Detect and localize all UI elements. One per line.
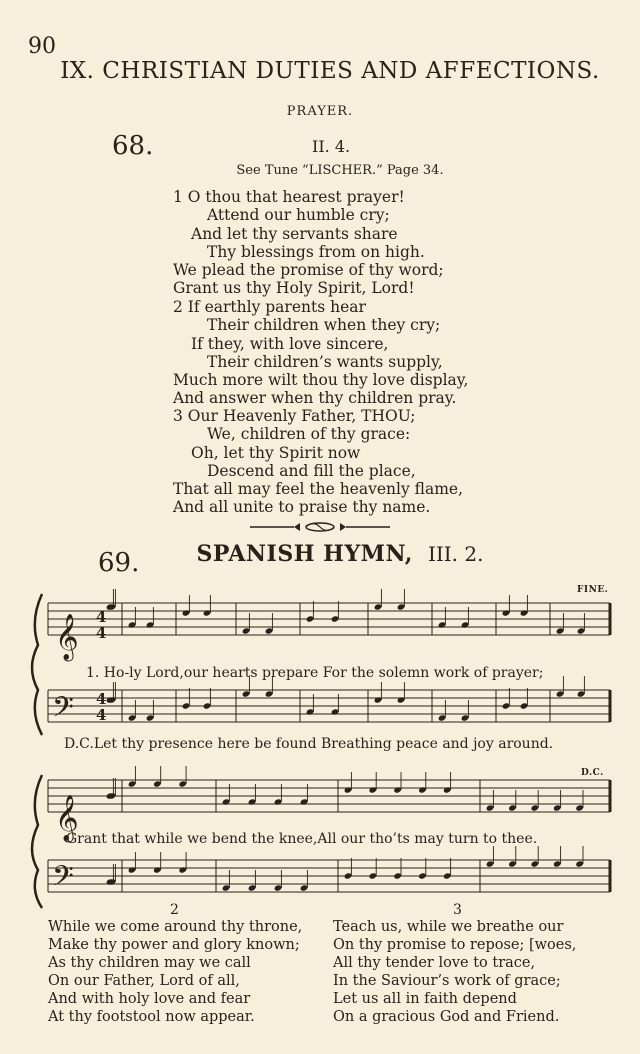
verse-line: Their children’s wants supply,	[207, 352, 443, 371]
verse-line: 1 O thou that hearest prayer!	[173, 188, 405, 206]
lyric-line-1: 1. Ho-ly Lord,our hearts prepare For the solemn work of prayer;	[86, 665, 544, 681]
hymn-68-meter: II. 4.	[312, 137, 351, 156]
verse-line: 2 If earthly parents hear	[173, 298, 366, 316]
stanza-line: At thy footstool now appear.	[48, 1009, 255, 1025]
stanza-3-number: 3	[453, 902, 462, 918]
treble-clef-icon: 𝄞	[55, 614, 79, 660]
verse-line: We plead the promise of thy word;	[173, 261, 444, 280]
dc-label: D.C.	[581, 768, 604, 778]
hymn-68-number: 68.	[112, 131, 154, 161]
stanza-2	[48, 918, 302, 1026]
lyric-line-3: Grant that while we bend the knee,All our tho’ts may turn to thee.	[66, 831, 538, 847]
svg-text:4: 4	[96, 608, 107, 626]
brace-system-2	[32, 775, 42, 908]
verse-line: Their children when they cry;	[207, 316, 441, 335]
verse-line: Descend and fill the place,	[207, 461, 416, 480]
verse-line: That all may feel the heavenly flame,	[173, 480, 464, 499]
stanza-line: On our Father, Lord of all,	[48, 973, 240, 989]
verse-line: And let thy servants share	[191, 224, 398, 243]
treble-clef-icon: 𝄞	[55, 795, 79, 841]
verse-line: Attend our humble cry;	[207, 206, 390, 225]
verse-line: And all unite to praise thy name.	[173, 498, 431, 517]
svg-text:4: 4	[96, 690, 107, 708]
hymn-69-meter: III. 2.	[427, 542, 484, 566]
verse-line: 3 Our Heavenly Father, THOU;	[173, 407, 416, 425]
page-number: 90	[28, 34, 56, 59]
hymn-title: SPANISH HYMN,	[196, 541, 413, 567]
stanza-2-number: 2	[170, 902, 179, 918]
stanza-line: Let us all in faith depend	[333, 991, 517, 1007]
stanza-3	[333, 918, 576, 1026]
bass-clef-icon: 𝄢	[52, 691, 74, 731]
verse-line: Oh, let thy Spirit now	[191, 443, 361, 462]
hymn-69-number: 69.	[98, 548, 140, 578]
stanza-line: Make thy power and glory known;	[48, 937, 300, 953]
verse-line: Grant us thy Holy Spirit, Lord!	[173, 279, 415, 298]
tune-reference: See Tune “LISCHER.” Page 34.	[236, 163, 444, 178]
stanza-line: As thy children may we call	[48, 955, 251, 971]
subheading: PRAYER.	[286, 104, 354, 119]
bass-clef-icon: 𝄢	[52, 860, 74, 900]
stanza-line: On a gracious God and Friend.	[333, 1009, 560, 1025]
stanza-line: All thy tender love to trace,	[333, 955, 536, 971]
svg-text:4: 4	[96, 624, 107, 642]
verse-line: Thy blessings from on high.	[207, 242, 425, 261]
stanza-line: While we come around thy throne,	[48, 919, 303, 935]
stanza-line: In the Saviour’s work of grace;	[333, 973, 561, 989]
brace-system-1	[32, 594, 42, 735]
stanza-line: Teach us, while we breathe our	[333, 919, 564, 935]
verse-line: Much more wilt thou thy love display,	[173, 371, 469, 390]
section-title: IX. CHRISTIAN DUTIES AND AFFECTIONS.	[60, 58, 600, 84]
fine-label: FINE.	[577, 585, 609, 595]
verse-line: If they, with love sincere,	[191, 334, 389, 353]
stanza-line: And with holy love and fear	[48, 991, 251, 1007]
lyric-line-2: D.C.Let thy presence here be found Breathing peace and joy around.	[64, 736, 554, 752]
svg-text:4: 4	[96, 706, 107, 724]
verse-line: We, children of thy grace:	[207, 425, 411, 444]
verse-line: And answer when thy children pray.	[173, 389, 457, 408]
stanza-line: On thy promise to repose; [woes,	[333, 937, 577, 953]
